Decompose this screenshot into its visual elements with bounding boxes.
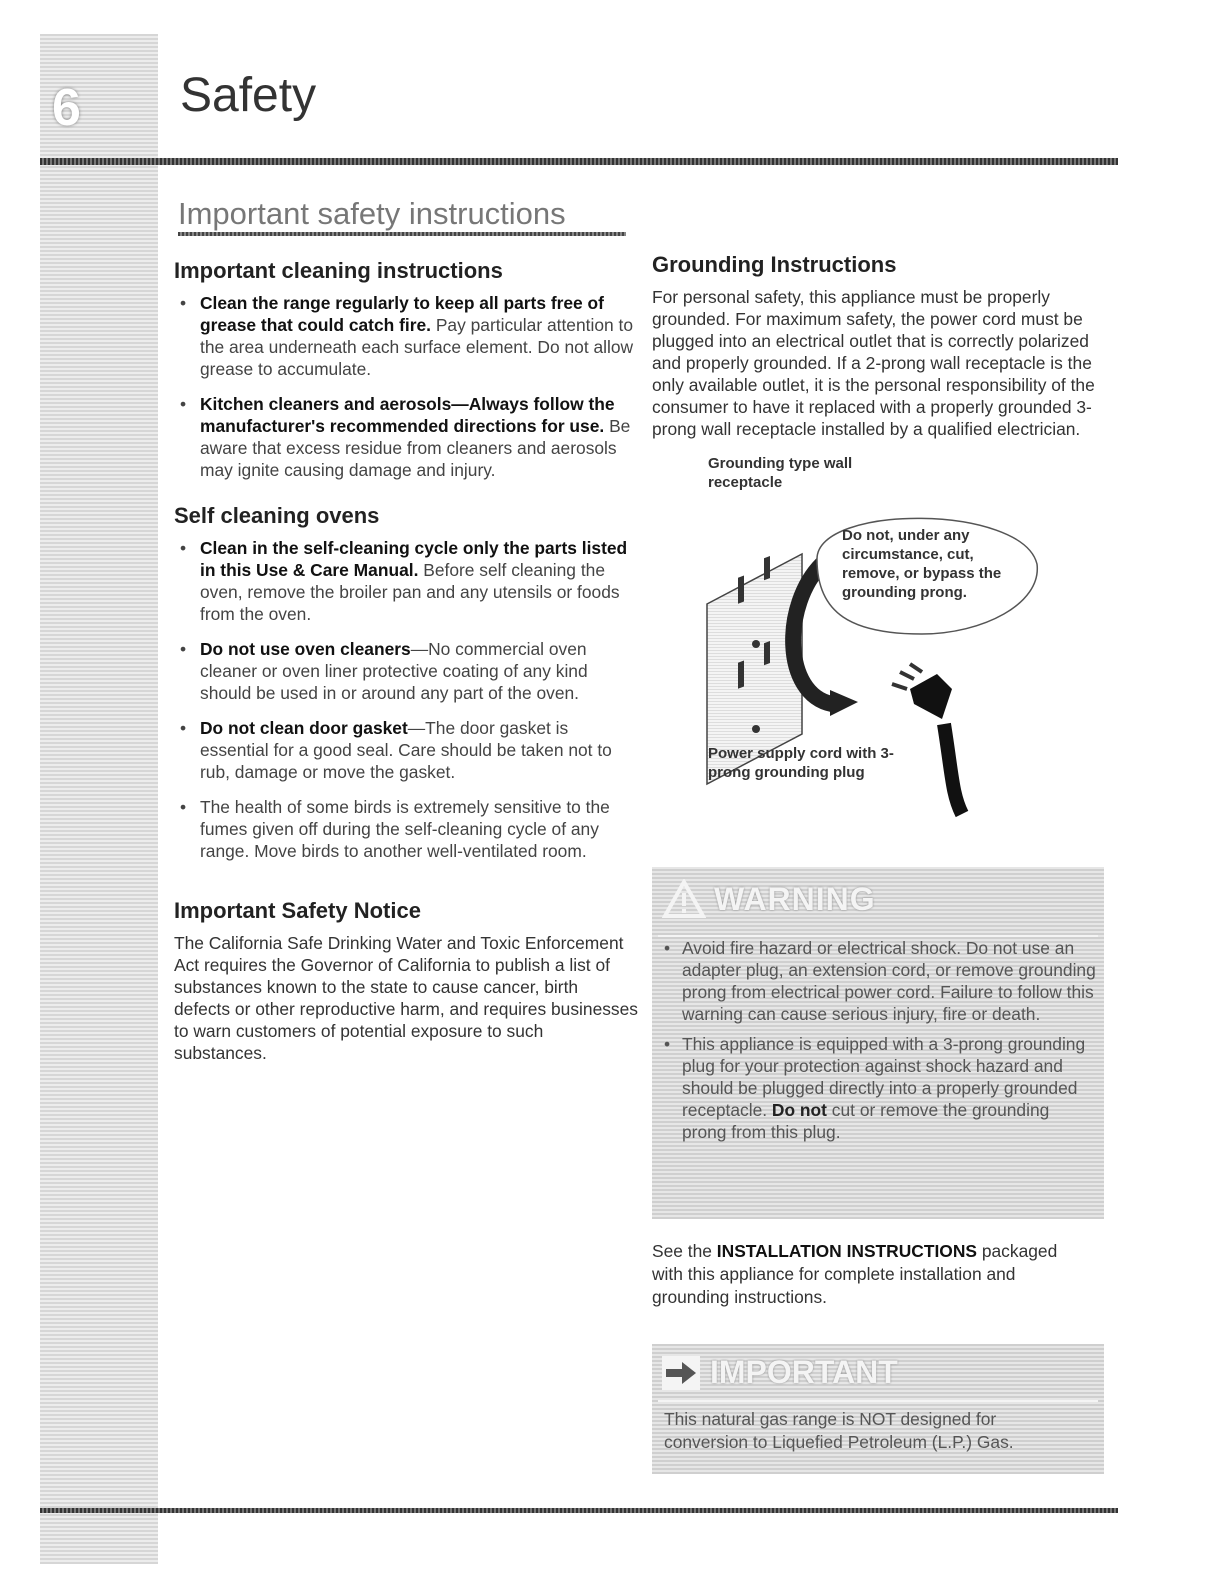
sidebar-band bbox=[40, 34, 158, 1564]
header-rule bbox=[40, 158, 1118, 165]
self-cleaning-list bbox=[174, 537, 638, 862]
safety-notice-heading: Important Safety Notice bbox=[174, 898, 421, 923]
important-header bbox=[662, 1354, 898, 1391]
item-text: This appliance is equipped with a 3-prong grounding plug for your protection against shock hazard and should be plugged directly into a properly grounded receptacle. bbox=[682, 1034, 1086, 1120]
figure-bottom-label: Power supply cord with 3-prong grounding plug bbox=[708, 745, 894, 781]
warning-title: WARNING bbox=[714, 880, 876, 917]
item-text: The health of some birds is extremely sensitive to the fumes given off during the self-cleaning cycle of any range. Move birds to another well-ventilated room. bbox=[200, 797, 610, 861]
left-column bbox=[174, 258, 638, 1064]
list-item bbox=[174, 717, 638, 783]
item-text: cut or remove the grounding prong from this plug. bbox=[682, 1100, 1050, 1142]
arrow-right-icon bbox=[662, 1356, 700, 1390]
cleaning-heading: Important cleaning instructions bbox=[174, 258, 503, 283]
grounding-heading: Grounding Instructions bbox=[652, 252, 897, 277]
page-title: Safety bbox=[180, 69, 317, 122]
important-box bbox=[652, 1344, 1104, 1474]
install-bold: INSTALLATION INSTRUCTIONS bbox=[716, 1241, 977, 1261]
warning-triangle-icon bbox=[662, 879, 706, 919]
warning-box bbox=[652, 867, 1104, 1219]
warning-list bbox=[660, 937, 1096, 1151]
install-note bbox=[652, 1240, 1092, 1309]
important-text: This natural gas range is NOT designed for conversion to Liquefied Petroleum (L.P.) Gas. bbox=[664, 1409, 1014, 1452]
item-text: —The door gasket is essential for a good seal. Care should be taken not to rub, damage or move the gasket. bbox=[200, 718, 612, 782]
item-text: —No commercial oven cleaner or oven liner protective coating of any kind should be used in or around any part of the oven. bbox=[200, 639, 588, 703]
item-text: Avoid fire hazard or electrical shock. Do not use an adapter plug, an extension cord, or remove grounding prong from electrical power cord. Failure to follow this warning can cause serious injury, fire or death. bbox=[682, 938, 1096, 1024]
list-item bbox=[660, 1033, 1096, 1143]
figure-top-label: Grounding type wall receptacle bbox=[708, 455, 853, 491]
list-item bbox=[174, 796, 638, 862]
item-text: Before self cleaning the oven, remove the broiler pan and any utensils or foods from the oven. bbox=[200, 560, 620, 624]
item-bold: Clean the range regularly to keep all parts free of grease that could catch fire. bbox=[200, 293, 604, 335]
figure-callout: Do not, under any circumstance, cut, remove, or bypass the grounding prong. bbox=[842, 527, 1002, 601]
item-bold: Do not use oven cleaners bbox=[200, 639, 411, 659]
safety-notice-text: The California Safe Drinking Water and Toxic Enforcement Act requires the Governor of California to publish a list of substances known to the state to cause cancer, birth defects or other reproductive harm, and requires businesses to warn customers of potential exposure to such substances. bbox=[174, 933, 638, 1063]
list-item bbox=[174, 537, 638, 625]
grounding-figure bbox=[652, 454, 1112, 824]
self-cleaning-heading: Self cleaning ovens bbox=[174, 503, 380, 528]
install-suffix: packaged with this appliance for complete installation and grounding instructions. bbox=[652, 1241, 1058, 1307]
item-bold: Clean in the self-cleaning cycle only the parts listed in this Use & Care Manual. bbox=[200, 538, 628, 580]
warning-header bbox=[662, 877, 876, 921]
grounding-text: For personal safety, this appliance must be properly grounded. For maximum safety, the power cord must be plugged into an electrical outlet that is correctly polarized and properly grounded. If a 2-prong wall receptacle is the only available outlet, it is the personal responsibility of the consumer to have it replaced with a properly grounded 3-prong wall receptacle installed by a qualified electrician. bbox=[652, 287, 1095, 439]
item-text: Be aware that excess residue from cleaners and aerosols may ignite causing damage and injury. bbox=[200, 416, 631, 480]
list-item bbox=[174, 638, 638, 704]
item-bold: Kitchen cleaners and aerosols—Always follow the manufacturer's recommended directions for use. bbox=[200, 394, 615, 436]
section-title: Important safety instructions bbox=[178, 196, 566, 231]
right-column bbox=[652, 252, 1112, 824]
footer-rule bbox=[40, 1508, 1118, 1513]
cleaning-list bbox=[174, 292, 638, 481]
item-bold: Do not clean door gasket bbox=[200, 718, 408, 738]
list-item bbox=[174, 393, 638, 481]
important-divider bbox=[658, 1400, 1098, 1402]
section-rule bbox=[178, 232, 626, 236]
page-number: 6 bbox=[52, 79, 81, 137]
item-bold: Do not bbox=[771, 1100, 827, 1120]
install-prefix: See the bbox=[652, 1241, 717, 1261]
important-title: IMPORTANT bbox=[710, 1354, 898, 1390]
item-text: Pay particular attention to the area underneath each surface element. Do not allow grease to accumulate. bbox=[200, 315, 634, 379]
list-item bbox=[174, 292, 638, 380]
list-item bbox=[660, 937, 1096, 1025]
